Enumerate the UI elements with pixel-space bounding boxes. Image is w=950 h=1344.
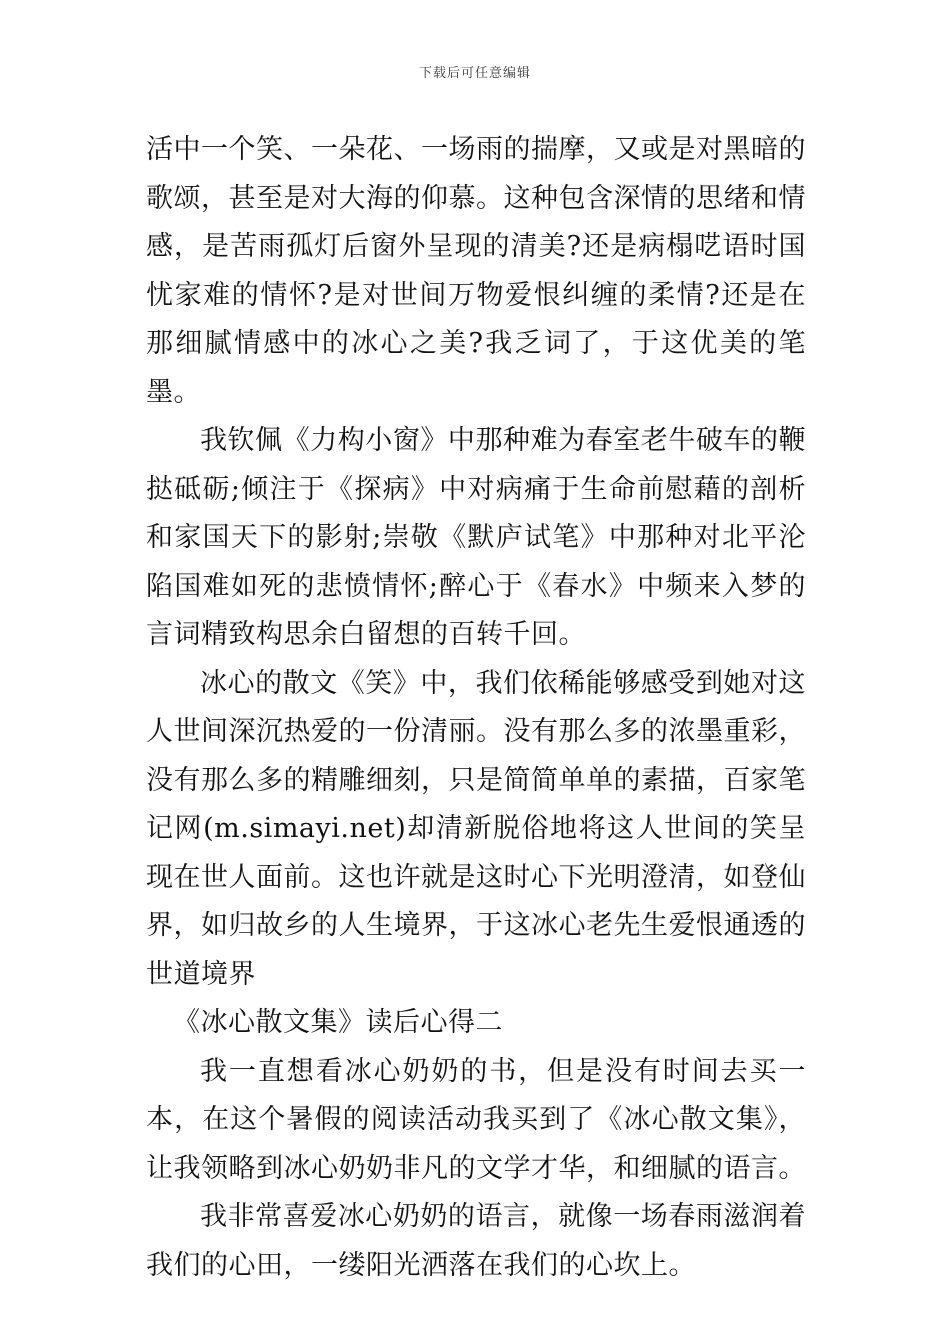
paragraph-1: 活中一个笑、一朵花、一场雨的揣摩，又或是对黑暗的歌颂，甚至是对大海的仰慕。这种包含深情的思绪和情感，是苦雨孤灯后窗外呈现的清美?还是病榻呓语时国忧家难的情怀?是对世间万物爱恨纠缠的柔情?还是在那细腻情感中的冰心之美?我乏词了，于这优美的笔墨。 [146, 134, 806, 408]
paragraph-3: 冰心的散文《笑》中，我们依稀能够感受到她对这人世间深沉热爱的一份清丽。没有那么多的浓墨重彩，没有那么多的精雕细刻，只是简简单单的素描，百家笔记网(m.simayi.net)却清新脱俗地将这人世间的笑呈现在世人面前。这也许就是这时心下光明澄清，如登仙界，如归故乡的人生境界，于这冰心老先生爱恨通透的世道境界 [146, 667, 806, 990]
section-heading: 《冰心散文集》读后心得二 [173, 1007, 503, 1038]
paragraph-4: 我一直想看冰心奶奶的书，但是没有时间去买一本，在这个暑假的阅读活动我买到了《冰心散文集》，让我领略到冰心奶奶非凡的文学才华，和细腻的语言。 [146, 1055, 806, 1184]
body-text [146, 126, 806, 1290]
paragraph-5: 我非常喜爱冰心奶奶的语言，就像一场春雨滋润着我们的心田，一缕阳光洒落在我们的心坎上。 [146, 1201, 806, 1281]
paragraph-2: 我钦佩《力构小窗》中那种难为春室老牛破车的鞭挞砥砺;倾注于《探病》中对病痛于生命前慰藉的剖析和家国天下的影射;崇敬《默庐试笔》中那种对北平沦陷国难如死的悲愤情怀;醉心于《春水》中频来入梦的言词精致构思余白留想的百转千回。 [146, 425, 806, 650]
header-note: 下载后可任意编辑 [418, 66, 531, 81]
